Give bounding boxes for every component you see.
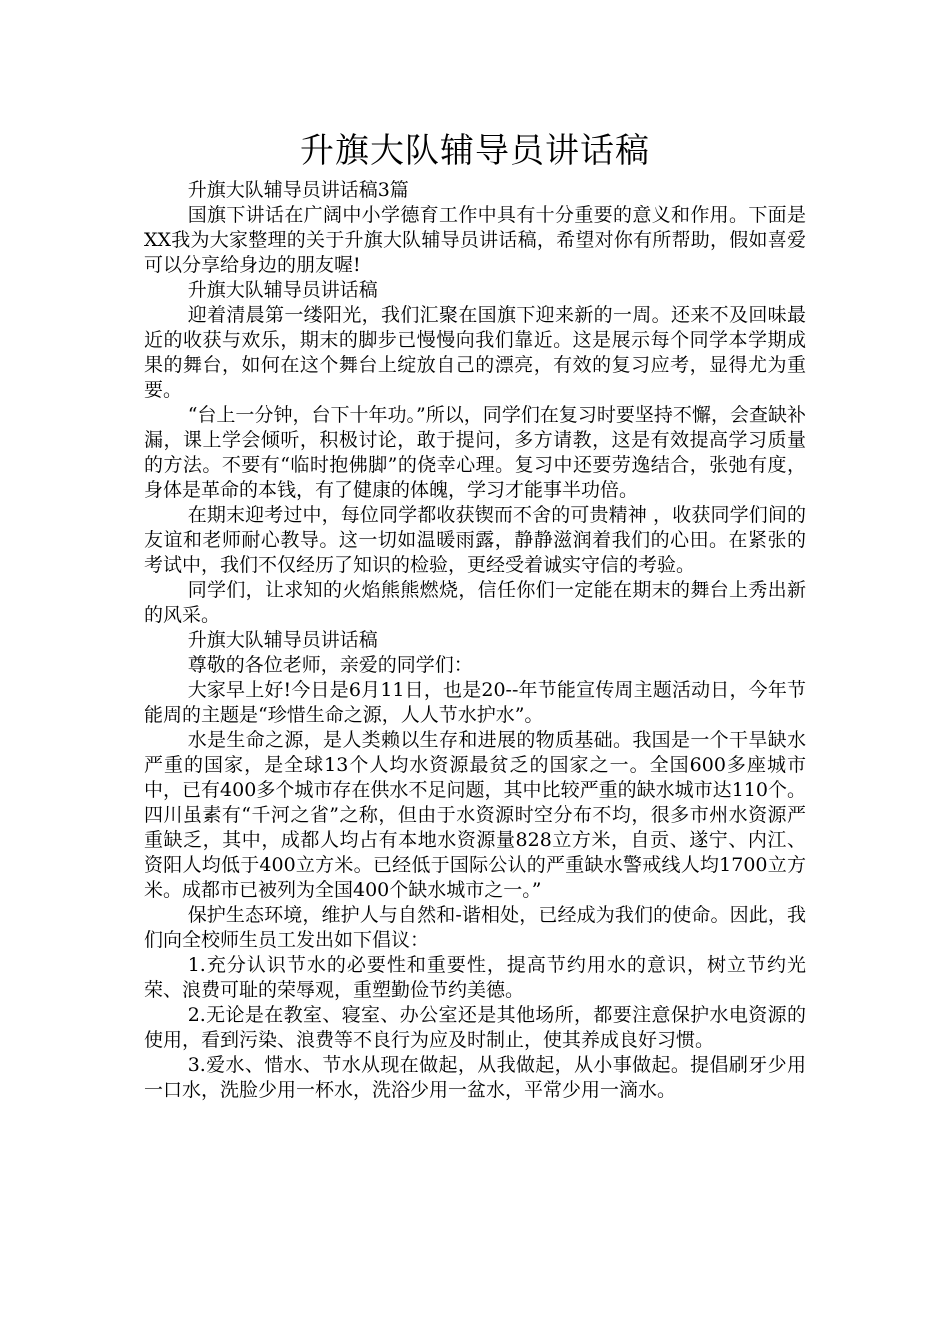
section2-list-item: 2.无论是在教室、寝室、办公室还是其他场所，都要注意保护水电资源的使用，看到污染、浪费等不良行为应及时制止，使其养成良好习惯。 <box>144 1004 806 1051</box>
section1-paragraph: 在期末迎考过中，每位同学都收获锲而不舍的可贵精神 ，收获同学们间的友谊和老师耐心教导。这一切如温暖雨露，静静滋润着我们的心田。在紧张的考试中，我们不仅经历了知识的检验，更经受着诚实守信的考验。 <box>144 504 806 576</box>
section2-greeting: 尊敬的各位老师，亲爱的同学们： <box>187 654 473 676</box>
section1-paragraph: “台上一分钟，台下十年功。”所以，同学们在复习时要坚持不懈，会查缺补漏，课上学会倾听，积极讨论，敢于提问，多方请教，这是有效提高学习质量的方法。不要有“临时抱佛脚”的侥幸心理。复习中还要劳逸结合，张弛有度，身体是革命的本钱，有了健康的体魄，学习才能事半功倍。 <box>144 404 806 501</box>
section2-paragraph: 保护生态环境，维护人与自然和-谐相处，已经成为我们的使命。因此，我们向全校师生员工发出如下倡议： <box>144 904 806 951</box>
section2-list-item: 3.爱水、惜水、节水从现在做起，从我做起，从小事做起。提倡刷牙少用一口水，洗脸少用一杯水，洗浴少用一盆水，平常少用一滴水。 <box>144 1054 806 1101</box>
section2-paragraph: 水是生命之源，是人类赖以生存和进展的物质基础。我国是一个干旱缺水严重的国家，是全球13个人均水资源最贫乏的国家之一。全国600多座城市中，已有400多个城市存在供水不足问题，其中比较严重的缺水城市达110个。四川虽素有“千河之省”之称，但由于水资源时空分布不均，很多市州水资源严重缺乏，其中，成都人均占有本地水资源量828立方米，自贡、遂宁、内江、资阳人均低于400立方米。已经低于国际公认的严重缺水警戒线人均1700立方米。成都市已被列为全国400个缺水城市之一。” <box>144 729 806 901</box>
section2-list-item: 1.充分认识节水的必要性和重要性，提高节约用水的意识，树立节约光荣、浪费可耻的荣辱观，重塑勤俭节约美德。 <box>144 954 806 1001</box>
section1-paragraph: 迎着清晨第一缕阳光，我们汇聚在国旗下迎来新的一周。还来不及回味最近的收获与欢乐，期末的脚步已慢慢向我们靠近。这是展示每个同学本学期成果的舞台，如何在这个舞台上绽放自己的漂亮，有效的复习应考，显得尤为重要。 <box>144 304 806 401</box>
intro-paragraph: 国旗下讲话在广阔中小学德育工作中具有十分重要的意义和作用。下面是XX我为大家整理的关于升旗大队辅导员讲话稿，希望对你有所帮助，假如喜爱可以分享给身边的朋友喔! <box>144 204 806 276</box>
section1-paragraph: 同学们，让求知的火焰熊熊燃烧，信任你们一定能在期末的舞台上秀出新的风采。 <box>144 579 806 626</box>
document-title: 升旗大队辅导员讲话稿 <box>300 131 650 171</box>
section2-paragraph: 大家早上好!今日是6月11日，也是20--年节能宣传周主题活动日，今年节能周的主题是“珍惜生命之源，人人节水护水”。 <box>144 679 806 726</box>
section1-heading: 升旗大队辅导员讲话稿 <box>187 279 378 301</box>
section2-heading: 升旗大队辅导员讲话稿 <box>187 629 378 651</box>
document-page <box>144 128 806 1103</box>
document-subtitle: 升旗大队辅导员讲话稿3篇 <box>187 179 409 201</box>
